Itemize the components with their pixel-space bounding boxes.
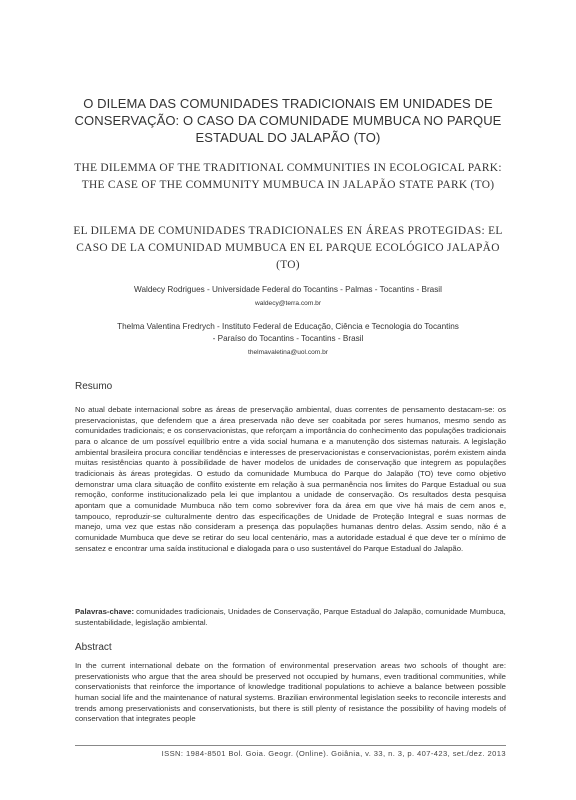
- abstract-paragraph: In the current international debate on the formation of environmental preservation areas two schools of thought are: preservationists who argue that the area should be preserved not occupied by humans, even traditional communities, while conservationists that reinforce the importance of knowledge traditional populations to achieve a balance between possible human social life and the maintenance of natural systems. Brazilian environmental legislation seeks to reconcile interests and trends among preservationists and conservationists, but there is still plenty of resistance the possibility of having models of conservation that integrates people: [75, 661, 506, 724]
- keywords-label: Palavras-chave:: [75, 607, 135, 616]
- resumo-heading: Resumo: [75, 381, 113, 392]
- author-email: waldecy@terra.com.br: [254, 300, 322, 307]
- abstract-heading: Abstract: [75, 642, 112, 653]
- footer-divider: [75, 745, 506, 746]
- author-affiliation: Thelma Valentina Fredrych - Instituto Federal de Educação, Ciência e Tecnologia do Tocantins: [117, 322, 459, 331]
- author-affiliation: Waldecy Rodrigues - Universidade Federal do Tocantins - Palmas - Tocantins - Brasil: [134, 285, 442, 294]
- title-spanish: EL DILEMA DE COMUNIDADES TRADICIONALES EN ÁREAS PROTEGIDAS: EL CASO DE LA COMUNIDAD MUMBUCA EN EL PARQUE ECOLÓGICO JALAPÃO (TO): [73, 225, 503, 271]
- author-email: thelmavaletina@uol.com.br: [248, 349, 328, 356]
- keywords-list: comunidades tradicionais, Unidades de Conservação, Parque Estadual do Jalapão, comunidade Mumbuca, sustentabilidade, legislação ambiental.: [75, 607, 506, 627]
- title-english: THE DILEMMA OF THE TRADITIONAL COMMUNITIES IN ECOLOGICAL PARK: THE CASE OF THE COMMUNITY MUMBUCA IN JALAPÃO STATE PARK (TO): [74, 162, 502, 191]
- title-portuguese: O DILEMA DAS COMUNIDADES TRADICIONAIS EM UNIDADES DE CONSERVAÇÃO: O CASO DA COMUNIDADE MUMBUCA NO PARQUE ESTADUAL DO JALAPÃO (TO): [74, 96, 502, 145]
- author-affiliation-cont: - Paraíso do Tocantins - Tocantins - Brasil: [212, 334, 364, 343]
- keywords: [75, 607, 506, 628]
- resumo-paragraph: No atual debate internacional sobre as áreas de preservação ambiental, duas correntes de pensamento destacam-se: os preservacionistas, que defendem que a área preservada não deve ser coabitada por seres humanos, mesmo sendo as comunidades tradicionais; e os conservacionistas, que reforçam a importância do conhecimento das populações tradicionais para o alcance de um possível equilíbrio entre a vida social humana e a manutenção dos sistemas naturais. A legislação ambiental brasileira procura conciliar tendências e interesses de preservacionistas e conservacionistas, porém existem ainda muitas resistências quanto à possibilidade de haver modelos de unidades de conservação que integrem as populações tradicionais às áreas protegidas. O estudo da comunidade Mumbuca do Parque do Jalapão (TO) teve como objetivo demonstrar uma clara situação de conflito existente em relação à sua permanência nos limites do Parque Estadual ou sua remoção, conforme institucionalizado pela lei que implantou a unidade de conservação. Os resultados desta pesquisa apontam que a comunidade Mumbuca não tem como sobreviver fora da área em que vive há mais de cem anos e, tampouco, reproduzir-se culturalmente dentro das especificações de Unidade de Proteção Integral e suas normas de manejo, uma vez que estas não consideram a presença das populações humanas dentro delas. Assim sendo, não é a comunidade Mumbuca que deve se retirar do seu local centenário, mas a autoridade estadual é que deve ter o mínimo de sensatez e encontrar uma saída institucional e dialogada para o uso sustentável do Parque Estadual do Jalapão.: [75, 405, 506, 553]
- footer-citation: ISSN: 1984-8501 Bol. Goia. Geogr. (Online). Goiânia, v. 33, n. 3, p. 407-423, set./dez. 2013: [161, 749, 506, 758]
- author-block-1: [70, 284, 506, 310]
- author-block-2: [70, 321, 506, 359]
